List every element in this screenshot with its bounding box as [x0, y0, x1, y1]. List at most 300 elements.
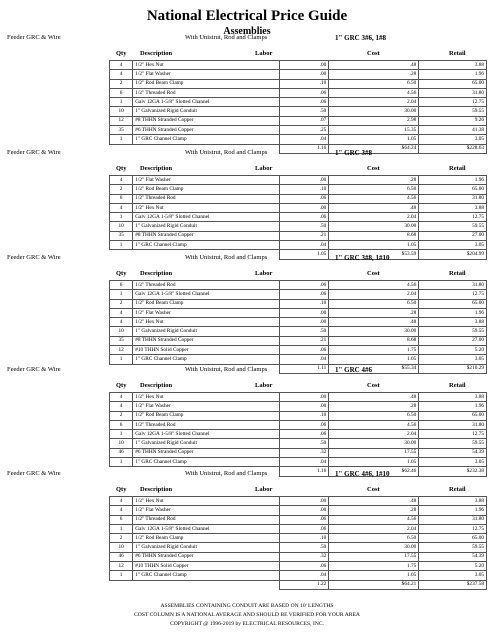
assembly-table [109, 60, 487, 154]
table-row [110, 107, 487, 116]
cell-qty: 2 [110, 411, 133, 420]
total-retail: $210.29 [419, 364, 487, 373]
column-qty: Qty [116, 165, 127, 172]
total-labor: 1.05 [279, 250, 329, 259]
column-qty: Qty [116, 270, 127, 277]
cell-labor: .06 [279, 88, 329, 97]
cell-labor: .00 [279, 506, 329, 515]
cell-description: 1/2" Rod Beam Clamp [133, 534, 280, 543]
cell-cost: 2.04 [329, 430, 419, 439]
table-row [110, 336, 487, 345]
section-code: 1" GRC 3#6, 1#8 [335, 34, 386, 42]
section-category: Feeder GRC & Wire [7, 470, 61, 477]
cell-description: Galv 12GA 1-5/8" Slotted Channel [133, 213, 280, 222]
cell-cost: 17.55 [329, 448, 419, 457]
cell-labor: .00 [279, 402, 329, 411]
section-header [7, 34, 487, 44]
cell-labor: .06 [279, 515, 329, 524]
page-subtitle: Assemblies [223, 26, 271, 37]
cell-labor: .07 [279, 116, 329, 125]
cell-retail: 59.55 [419, 439, 487, 448]
cell-description: 1/2" Threaded Rod [133, 420, 280, 429]
total-retail: $237.58 [419, 580, 487, 589]
cell-qty: 1 [110, 290, 133, 299]
cell-labor: .10 [279, 79, 329, 88]
column-retail: Retail [449, 270, 466, 277]
cell-qty: 2 [110, 185, 133, 194]
cell-description: Galv 12GA 1-5/8" Slotted Channel [133, 430, 280, 439]
table-row [110, 515, 487, 524]
cell-description: 1/2" Threaded Rod [133, 515, 280, 524]
cell-description: 1/2" Threaded Rod [133, 88, 280, 97]
total-labor: 1.16 [279, 467, 329, 476]
cell-cost: 1.75 [329, 562, 419, 571]
cell-qty: 4 [110, 318, 133, 327]
section-detail: With Unistrut, Rod and Clamps [185, 149, 268, 156]
cell-description: #10 THHN Solid Copper [133, 562, 280, 571]
cell-cost: 30.00 [329, 543, 419, 552]
cell-cost: 1.05 [329, 571, 419, 580]
table-row [110, 88, 487, 97]
cell-description: Galv 12GA 1-5/8" Slotted Channel [133, 98, 280, 107]
column-cost: Cost [367, 382, 380, 389]
cell-retail: 3.05 [419, 135, 487, 144]
cell-cost: 1.05 [329, 135, 419, 144]
cell-qty: 4 [110, 506, 133, 515]
cell-retail: 12.75 [419, 213, 487, 222]
cell-retail: 9.26 [419, 116, 487, 125]
cell-description: 1/2" Rod Beam Clamp [133, 411, 280, 420]
column-header-row [0, 486, 494, 495]
column-description: Description [140, 382, 173, 389]
cell-description: #10 THHN Solid Copper [133, 346, 280, 355]
cell-cost: 4.56 [329, 281, 419, 290]
cell-retail: 3.05 [419, 458, 487, 467]
cell-labor: .06 [279, 98, 329, 107]
cell-retail: 54.39 [419, 448, 487, 457]
cell-qty: 12 [110, 116, 133, 125]
cell-retail: 3.88 [419, 318, 487, 327]
column-description: Description [140, 270, 173, 277]
cell-description: 1/2" Rod Beam Clamp [133, 299, 280, 308]
cell-labor: .25 [279, 126, 329, 135]
assembly-table [109, 392, 487, 477]
table-row [110, 402, 487, 411]
cell-qty: 4 [110, 402, 133, 411]
cell-cost: 4.56 [329, 420, 419, 429]
table-row [110, 534, 487, 543]
cell-cost: 2.04 [329, 524, 419, 533]
cell-qty: 10 [110, 327, 133, 336]
cell-cost: 2.98 [329, 116, 419, 125]
cell-retail: 27.00 [419, 231, 487, 240]
cell-cost: .28 [329, 402, 419, 411]
section-code: 1" GRC 3#8 [335, 149, 372, 157]
cell-description: 1/2" Threaded Rod [133, 194, 280, 203]
column-qty: Qty [116, 50, 127, 57]
column-cost: Cost [367, 270, 380, 277]
cell-labor: .06 [279, 524, 329, 533]
cell-labor: .10 [279, 299, 329, 308]
cell-qty: 2 [110, 299, 133, 308]
cell-description: 1/2" Hex Nut [133, 318, 280, 327]
cell-retail: 1.96 [419, 506, 487, 515]
cell-qty: 4 [110, 393, 133, 402]
section-category: Feeder GRC & Wire [7, 366, 61, 373]
cell-labor: .50 [279, 439, 329, 448]
cell-qty: 6 [110, 194, 133, 203]
total-cost: $62.46 [329, 467, 419, 476]
table-row [110, 524, 487, 533]
cell-description: 1/2" Flat Washer [133, 70, 280, 79]
column-labor: Labor [255, 50, 273, 57]
column-labor: Labor [255, 165, 273, 172]
column-cost: Cost [367, 50, 380, 57]
cell-labor: .06 [279, 290, 329, 299]
cell-labor: .00 [279, 203, 329, 212]
table-row [110, 116, 487, 125]
assembly-table [109, 496, 487, 590]
cell-qty: 46 [110, 552, 133, 561]
cell-description: 1" GRC Channel Clamp [133, 458, 280, 467]
column-header-row [0, 50, 494, 59]
cell-description: #8 THHN Stranded Copper [133, 116, 280, 125]
column-retail: Retail [449, 50, 466, 57]
table-row [110, 185, 487, 194]
cell-qty: 1 [110, 135, 133, 144]
cell-description: Galv 12GA 1-5/8" Slotted Channel [133, 524, 280, 533]
cell-description: 1" Galvanized Rigid Conduit [133, 543, 280, 552]
cell-retail: 59.55 [419, 327, 487, 336]
cell-retail: 59.55 [419, 543, 487, 552]
cell-qty: 1 [110, 524, 133, 533]
cell-labor: .10 [279, 411, 329, 420]
cell-retail: 12.75 [419, 524, 487, 533]
cell-cost: 1.05 [329, 458, 419, 467]
table-row [110, 135, 487, 144]
cell-retail: 3.05 [419, 355, 487, 364]
cell-qty: 35 [110, 336, 133, 345]
cell-description: 1/2" Hex Nut [133, 497, 280, 506]
cell-cost: .28 [329, 506, 419, 515]
page-title: National Electrical Price Guide [146, 8, 348, 24]
cell-description: 1" Galvanized Rigid Conduit [133, 327, 280, 336]
cell-qty: 1 [110, 98, 133, 107]
assembly-table [109, 175, 487, 260]
cell-description: 1/2" Flat Washer [133, 402, 280, 411]
cell-qty: 10 [110, 107, 133, 116]
cell-qty: 35 [110, 231, 133, 240]
cell-labor: .00 [279, 393, 329, 402]
total-retail: $204.99 [419, 250, 487, 259]
table-row [110, 203, 487, 212]
column-header-row [0, 165, 494, 174]
cell-retail: 3.05 [419, 571, 487, 580]
cell-qty: 2 [110, 79, 133, 88]
cell-qty: 6 [110, 420, 133, 429]
table-row [110, 318, 487, 327]
table-row [110, 393, 487, 402]
cell-qty: 1 [110, 355, 133, 364]
column-labor: Labor [255, 382, 273, 389]
cell-retail: 5.20 [419, 562, 487, 571]
cell-retail: 65.00 [419, 185, 487, 194]
table-row [110, 194, 487, 203]
cell-cost: 4.56 [329, 194, 419, 203]
cell-cost: 6.50 [329, 79, 419, 88]
cell-retail: 31.80 [419, 88, 487, 97]
cell-cost: .48 [329, 393, 419, 402]
section-detail: With Unistrut, Rod and Clamps [185, 254, 268, 261]
cell-retail: 41.38 [419, 126, 487, 135]
cell-cost: 17.55 [329, 552, 419, 561]
cell-cost: .28 [329, 308, 419, 317]
table-row [110, 176, 487, 185]
table-row [110, 222, 487, 231]
table-row [110, 448, 487, 457]
cell-qty: 4 [110, 497, 133, 506]
cell-retail: 1.96 [419, 176, 487, 185]
cell-retail: 27.00 [419, 336, 487, 345]
cell-retail: 59.55 [419, 222, 487, 231]
section-code: 1" GRC 3#8, 1#10 [335, 254, 390, 262]
table-row [110, 299, 487, 308]
cell-labor: .21 [279, 231, 329, 240]
cell-cost: .48 [329, 318, 419, 327]
cell-labor: .04 [279, 355, 329, 364]
table-row [110, 552, 487, 561]
section-header [7, 254, 487, 264]
cell-labor: .50 [279, 107, 329, 116]
blank-cell [110, 580, 133, 589]
table-row [110, 79, 487, 88]
table-row [110, 281, 487, 290]
table-row [110, 61, 487, 70]
column-labor: Labor [255, 486, 273, 493]
cell-description: 1" Galvanized Rigid Conduit [133, 107, 280, 116]
total-cost: $53.59 [329, 250, 419, 259]
cell-qty: 4 [110, 70, 133, 79]
cell-labor: .00 [279, 176, 329, 185]
cell-description: Galv 12GA 1-5/8" Slotted Channel [133, 290, 280, 299]
cell-cost: 2.04 [329, 98, 419, 107]
cell-qty: 46 [110, 448, 133, 457]
column-description: Description [140, 486, 173, 493]
cell-labor: .10 [279, 534, 329, 543]
section-category: Feeder GRC & Wire [7, 149, 61, 156]
cell-labor: .06 [279, 194, 329, 203]
column-retail: Retail [449, 165, 466, 172]
cell-cost: 1.05 [329, 355, 419, 364]
cell-labor: .04 [279, 135, 329, 144]
cell-cost: .28 [329, 70, 419, 79]
cell-labor: .06 [279, 420, 329, 429]
table-row [110, 439, 487, 448]
cell-cost: .48 [329, 61, 419, 70]
table-row [110, 411, 487, 420]
cell-labor: .06 [279, 562, 329, 571]
cell-description: 1/2" Hex Nut [133, 203, 280, 212]
total-labor: 1.11 [279, 364, 329, 373]
cell-description: 1" Galvanized Rigid Conduit [133, 222, 280, 231]
column-cost: Cost [367, 165, 380, 172]
section-code: 1" GRC 4#6 [335, 366, 372, 374]
cell-cost: 15.35 [329, 126, 419, 135]
cell-labor: .04 [279, 241, 329, 250]
column-header-row [0, 382, 494, 391]
cell-cost: 30.00 [329, 222, 419, 231]
cell-cost: 1.75 [329, 346, 419, 355]
table-row [110, 346, 487, 355]
cell-retail: 31.80 [419, 515, 487, 524]
cell-labor: .10 [279, 185, 329, 194]
cell-description: 1/2" Rod Beam Clamp [133, 185, 280, 194]
cell-labor: .50 [279, 543, 329, 552]
cell-retail: 12.75 [419, 98, 487, 107]
cell-retail: 65.00 [419, 411, 487, 420]
section-code: 1" GRC 4#6, 1#10 [335, 470, 390, 478]
section-detail: With Unistrut, Rod and Clamps [185, 34, 268, 41]
cell-cost: 1.05 [329, 241, 419, 250]
cell-retail: 3.88 [419, 203, 487, 212]
cell-labor: .00 [279, 497, 329, 506]
cell-labor: .04 [279, 571, 329, 580]
cell-description: 1/2" Rod Beam Clamp [133, 79, 280, 88]
section-detail: With Unistrut, Rod and Clamps [185, 470, 268, 477]
cell-labor: .32 [279, 552, 329, 561]
assembly-table [109, 280, 487, 374]
table-row [110, 497, 487, 506]
cell-qty: 4 [110, 61, 133, 70]
cell-labor: .00 [279, 70, 329, 79]
cell-qty: 2 [110, 534, 133, 543]
cell-retail: 31.80 [419, 420, 487, 429]
cell-retail: 5.20 [419, 346, 487, 355]
table-row [110, 458, 487, 467]
cell-description: 1" GRC Channel Clamp [133, 241, 280, 250]
cell-cost: 4.56 [329, 515, 419, 524]
cell-retail: 3.05 [419, 241, 487, 250]
cell-cost: 6.50 [329, 534, 419, 543]
cell-retail: 3.88 [419, 61, 487, 70]
cell-labor: .06 [279, 346, 329, 355]
cell-retail: 1.96 [419, 402, 487, 411]
cell-cost: 30.00 [329, 327, 419, 336]
cell-qty: 4 [110, 176, 133, 185]
table-row [110, 327, 487, 336]
cell-qty: 4 [110, 308, 133, 317]
section-category: Feeder GRC & Wire [7, 254, 61, 261]
cell-retail: 1.96 [419, 70, 487, 79]
cell-retail: 31.80 [419, 194, 487, 203]
cell-cost: .28 [329, 176, 419, 185]
table-row [110, 241, 487, 250]
cell-qty: 12 [110, 562, 133, 571]
cell-description: 1" GRC Channel Clamp [133, 355, 280, 364]
total-labor: 1.16 [279, 144, 329, 153]
table-row [110, 308, 487, 317]
cell-labor: .06 [279, 213, 329, 222]
cell-cost: .48 [329, 497, 419, 506]
cell-labor: .21 [279, 336, 329, 345]
cell-cost: 6.50 [329, 299, 419, 308]
table-row [110, 98, 487, 107]
cell-qty: 1 [110, 571, 133, 580]
cell-description: 1/2" Hex Nut [133, 61, 280, 70]
cell-qty: 1 [110, 430, 133, 439]
cell-cost: 30.00 [329, 107, 419, 116]
cell-retail: 65.00 [419, 79, 487, 88]
cell-description: #6 THHN Stranded Copper [133, 552, 280, 561]
table-row [110, 543, 487, 552]
table-row [110, 420, 487, 429]
cell-description: 1/2" Hex Nut [133, 393, 280, 402]
table-row [110, 213, 487, 222]
cell-labor: .00 [279, 318, 329, 327]
total-cost: $64.24 [329, 144, 419, 153]
column-qty: Qty [116, 382, 127, 389]
cell-cost: 6.50 [329, 411, 419, 420]
cell-retail: 12.75 [419, 290, 487, 299]
cell-labor: .00 [279, 61, 329, 70]
cell-retail: 31.80 [419, 281, 487, 290]
cell-description: #6 THHN Stranded Copper [133, 448, 280, 457]
cell-retail: 3.88 [419, 393, 487, 402]
total-retail: $232.38 [419, 467, 487, 476]
column-description: Description [140, 50, 173, 57]
cell-retail: 3.88 [419, 497, 487, 506]
cell-cost: 8.68 [329, 231, 419, 240]
cell-cost: .48 [329, 203, 419, 212]
table-row [110, 70, 487, 79]
table-row [110, 355, 487, 364]
table-row [110, 231, 487, 240]
cell-qty: 10 [110, 222, 133, 231]
column-retail: Retail [449, 486, 466, 493]
cell-qty: 10 [110, 439, 133, 448]
footer-note-conduit: ASSEMBLIES CONTAINING CONDUIT ARE BASED ON 10' LENGTHS [160, 603, 334, 609]
cell-qty: 6 [110, 281, 133, 290]
blank-cell [133, 580, 280, 589]
cell-qty: 35 [110, 126, 133, 135]
column-qty: Qty [116, 486, 127, 493]
cell-retail: 54.39 [419, 552, 487, 561]
cell-description: #8 THHN Stranded Copper [133, 336, 280, 345]
cell-labor: .50 [279, 327, 329, 336]
column-cost: Cost [367, 486, 380, 493]
cell-labor: .04 [279, 458, 329, 467]
cell-retail: 65.00 [419, 534, 487, 543]
table-row [110, 562, 487, 571]
total-row [110, 580, 487, 589]
section-detail: With Unistrut, Rod and Clamps [185, 366, 268, 373]
cell-labor: .00 [279, 308, 329, 317]
cell-labor: .32 [279, 448, 329, 457]
cell-cost: 8.68 [329, 336, 419, 345]
total-cost: $55.34 [329, 364, 419, 373]
cell-qty: 6 [110, 88, 133, 97]
cell-description: #8 THHN Stranded Copper [133, 231, 280, 240]
table-row [110, 571, 487, 580]
footer-copyright: COPYRIGHT @ 1996-2019 by ELECTRICAL RESOURCES, INC. [169, 621, 324, 627]
total-labor: 1.22 [279, 580, 329, 589]
cell-cost: 2.04 [329, 290, 419, 299]
table-row [110, 506, 487, 515]
section-category: Feeder GRC & Wire [7, 34, 61, 41]
table-row [110, 290, 487, 299]
cell-qty: 12 [110, 346, 133, 355]
cell-cost: 2.04 [329, 213, 419, 222]
